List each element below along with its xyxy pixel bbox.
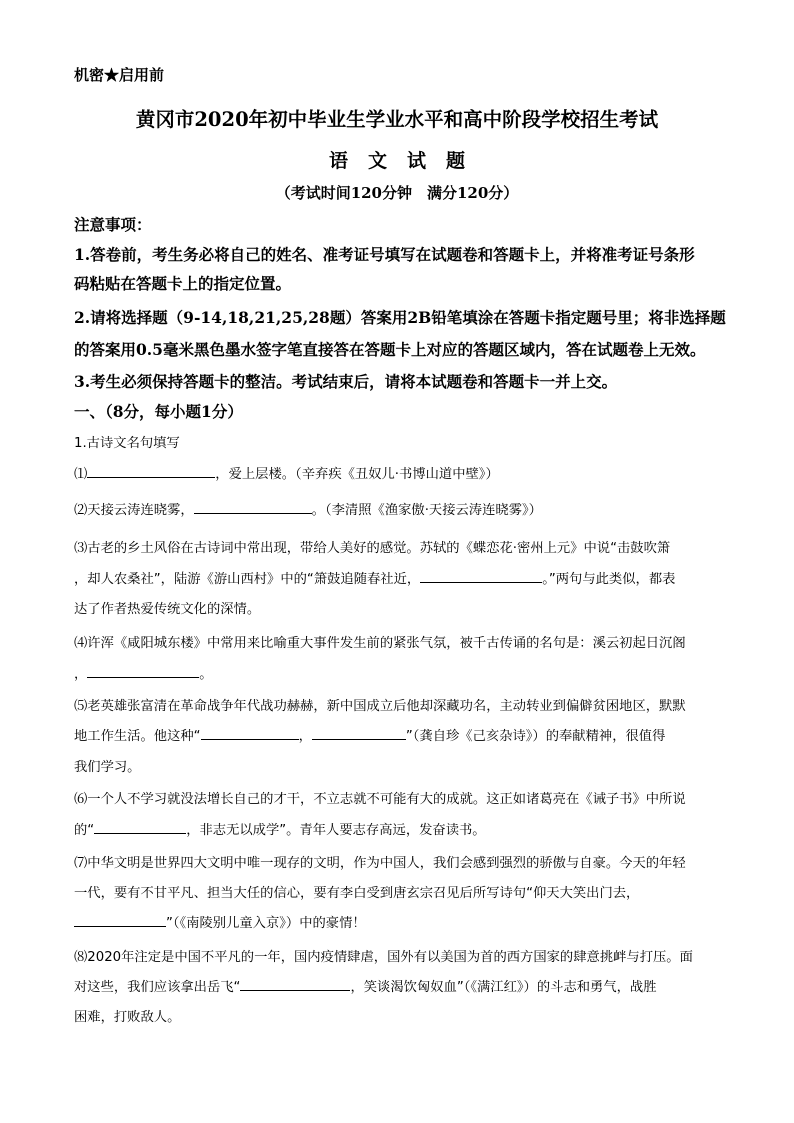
- note-line: 3.考生必须保持答题卡的整洁。考试结束后，请将本试题卷和答题卡一并上交。: [74, 372, 618, 391]
- fill-item-8-line: ⑻2020年注定是中国不平凡的一年，国内疫情肆虐，国外有以美国为首的西方国家的肆意挑衅与打压。面: [74, 950, 693, 965]
- note-line: 的答案用0.5毫米黑色墨水签字笔直接答在答题卡上对应的答题区域内，答在试题卷上无效。: [74, 340, 706, 359]
- fill-item-2: [74, 499, 542, 518]
- item-text: ⑵天接云涛连晓雾，: [74, 503, 194, 518]
- subject-char: 文: [367, 150, 387, 172]
- item-text: ，: [74, 667, 88, 682]
- fill-item-7-line: [74, 912, 366, 931]
- fill-item-4-line: [74, 663, 213, 682]
- confidential-mark: 机密★启用前: [74, 66, 165, 84]
- answer-blank[interactable]: [201, 725, 299, 740]
- note-line: 码粘贴在答题卡上的指定位置。: [74, 274, 292, 293]
- item-text: ，爱上层楼。（辛弃疾《丑奴儿·书博山道中壁》）: [215, 467, 499, 482]
- fill-item-3-line: ⑶古老的乡土风俗在古诗词中常出现，带给人美好的感觉。苏轼的《蝶恋花·密州上元》中说“击鼓吹箫: [74, 541, 671, 556]
- exam-title: 黄冈市2020年初中毕业生学业水平和高中阶段学校招生考试: [135, 108, 659, 131]
- fill-item-5-line: [74, 725, 665, 744]
- item-text: 。（李清照《渔家傲·天接云涛连晓雾》）: [311, 503, 542, 518]
- fill-item-7-line: ⑺中华文明是世界四大文明中唯一现存的文明，作为中国人，我们会感到强烈的骄傲与自豪。今天的年轻: [74, 856, 686, 871]
- section-heading: 一、（8分，每小题1分）: [74, 402, 243, 421]
- answer-blank[interactable]: [87, 463, 215, 478]
- exam-time-info: （考试时间120分钟 满分120分）: [275, 184, 519, 202]
- fill-item-7-line: 一代，要有不甘平凡、担当大任的信心，要有李白受到唐玄宗召见后所写诗句“仰天大笑出门去，: [74, 886, 640, 901]
- fill-item-6-line: [74, 819, 486, 838]
- answer-blank[interactable]: [312, 725, 406, 740]
- item-text: ”（龚自珍《己亥杂诗》）的奉献精神，很值得: [405, 729, 666, 744]
- answer-blank[interactable]: [74, 912, 166, 927]
- notes-heading: 注意事项：: [74, 215, 152, 234]
- fill-item-3-line: [74, 568, 675, 587]
- fill-item-8-line: 困难，打败敌人。: [74, 1010, 181, 1025]
- item-text: ⑴: [74, 467, 88, 482]
- answer-blank[interactable]: [194, 499, 312, 514]
- answer-blank[interactable]: [94, 819, 186, 834]
- item-text: ，: [298, 729, 312, 744]
- subject-title: [0, 146, 794, 173]
- fill-item-5-line: 我们学习。: [74, 760, 141, 775]
- answer-blank[interactable]: [420, 568, 542, 583]
- note-line: 1.答卷前，考生务必将自己的姓名、准考证号填写在试题卷和答题卡上，并将准考证号条形: [74, 245, 695, 264]
- item-text: 的“: [74, 823, 95, 838]
- item-text: ”（《南陵别儿童入京》）中的豪情！: [166, 916, 366, 931]
- item-text: ，非志无以成学”。青年人要志存高远，发奋读书。: [186, 823, 486, 838]
- item-text: ，却人农桑社”，陆游《游山西村》中的“箫鼓追随春社近，: [74, 572, 421, 587]
- item-text: 。”两句与此类似，都表: [542, 572, 676, 587]
- item-text: 。: [199, 667, 213, 682]
- fill-item-5-line: ⑸老英雄张富清在革命战争年代战功赫赫，新中国成立后他却深藏功名，主动转业到偏僻贫困地区，默默: [74, 699, 686, 714]
- subject-char: 题: [446, 150, 466, 172]
- fill-item-6-line: ⑹一个人不学习就没法增长自己的才干，不立志就不可能有大的成就。这正如诸葛亮在《诫子书》中所说: [74, 792, 686, 807]
- question-title: 1.古诗文名句填写: [74, 436, 180, 451]
- item-text: 地工作生活。他这种“: [74, 729, 201, 744]
- item-text: 对这些，我们应该拿出岳飞“: [74, 980, 241, 995]
- fill-item-4-line: ⑷许浑《咸阳城东楼》中常用来比喻重大事件发生前的紧张气氛，被千古传诵的名句是：溪云初起日沉阁: [74, 636, 686, 651]
- subject-char: 语: [328, 150, 348, 172]
- fill-item-3-line: 达了作者热爱传统文化的深情。: [74, 602, 261, 617]
- item-text: ，笑谈渴饮匈奴血”（《满江红》）的斗志和勇气，战胜: [350, 980, 657, 995]
- answer-blank[interactable]: [87, 663, 199, 678]
- subject-char: 试: [407, 150, 427, 172]
- note-line: 2.请将选择题（9-14,18,21,25,28题）答案用2B铅笔填涂在答题卡指定题号里；将非选择题: [74, 308, 726, 327]
- fill-item-8-line: [74, 976, 657, 995]
- fill-item-1: [74, 463, 499, 482]
- answer-blank[interactable]: [240, 976, 350, 991]
